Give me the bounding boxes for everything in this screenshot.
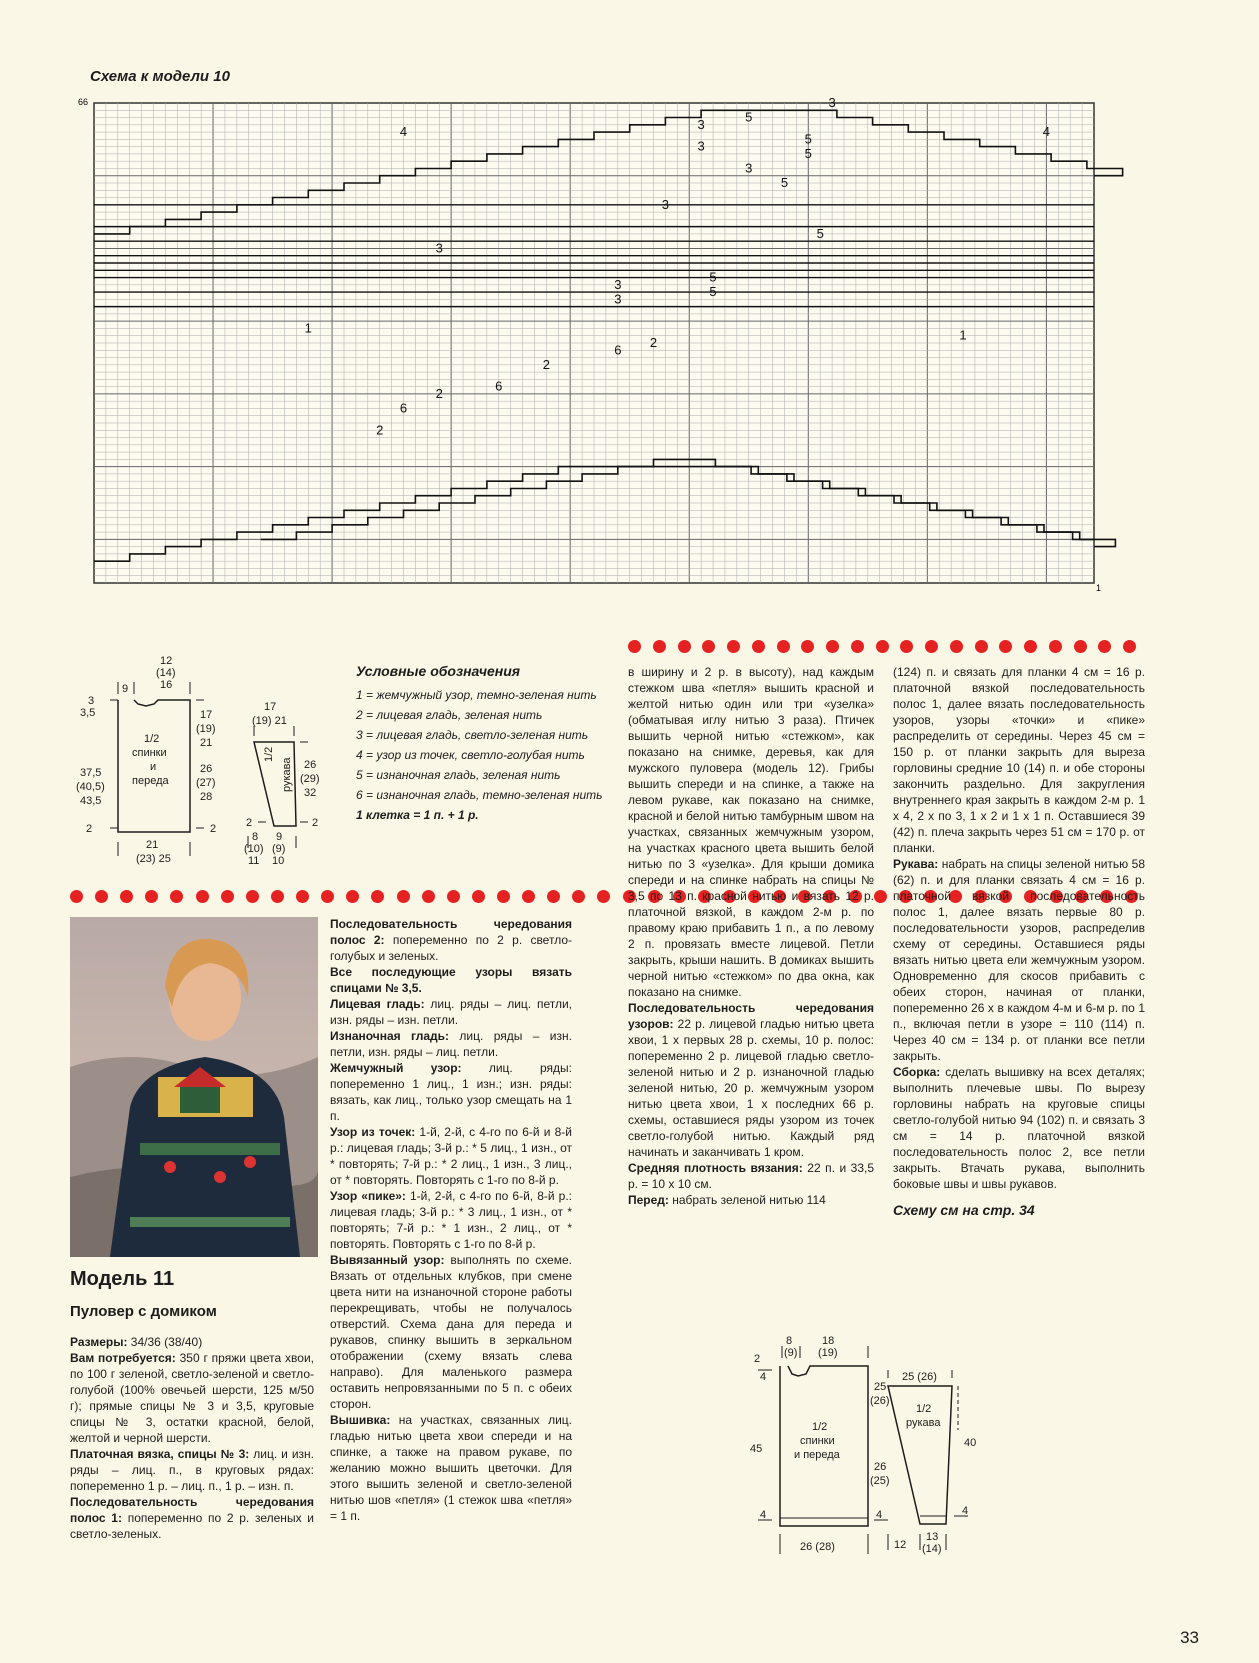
paragraph: лиц. ряды – изн. петли, изн. ряды – лиц. петли. — [330, 1029, 572, 1059]
heading: Перед: — [628, 1193, 669, 1207]
model-subtitle: Пуловер с домиком — [70, 1303, 217, 1320]
sleeve-center-2: рукава — [281, 757, 293, 792]
red-dot — [900, 640, 913, 653]
bs-bottom-c: (14) — [922, 1543, 942, 1555]
legend-item: 2 = лицевая гладь, зеленая нить — [356, 708, 543, 722]
b-right-e: 4 — [876, 1509, 883, 1521]
heading: Последовательность чередования узоров: — [628, 1001, 874, 1031]
body-left-a: 3 — [88, 695, 95, 707]
heading: Изнаночная гладь: — [330, 1029, 450, 1043]
heading: Лицевая гладь: — [330, 997, 425, 1011]
heading: Последовательность чередования полос 2: — [330, 917, 572, 947]
heading: Вывязанный узор: — [330, 1253, 445, 1267]
red-dot — [826, 640, 839, 653]
zone-label: 5 — [745, 109, 753, 125]
page-reference: Схему см на стр. 34 — [893, 1202, 1035, 1218]
red-dot — [422, 890, 435, 903]
red-dot — [547, 890, 560, 903]
zone-label: 3 — [828, 95, 836, 110]
b-right-b: (26) — [870, 1395, 890, 1407]
red-dot — [950, 640, 963, 653]
sleeve-right-d: 2 — [312, 817, 319, 829]
paragraph: в ширину и 2 р. в высоту), над каждым стежком шва «петля» вышить красной и желтой нитью один или три «узелка» (обматывая иглу нитью 3 раза). Птичек вышить черной нитью «стежком», как показано на снимке, деревья, как для мужского пуловера (модель 12). Грибы вышить спереди и на спинке, а также на левом рукаве, как показано на снимке, красной и белой нитью тамбурным швом на участках, связанных жемчужным узором, на участках красного цвета вышить белой нитью по 3 «узелка». Для крыши домика спереди и на спинке набрать на спицы № 3,5 по 13 п. красной нитью и вязать 12 р. платочной вязкой, в каждом 2-м р. по правому краю прибавить 1 п., а по левому 2 п. провязать вместе лицевой. Петли закрыть, крыши нашить. В домиках вышить черной нитью «стежком» по два окна, как показано на снимке. — [628, 665, 874, 999]
paragraph: 22 р. лицевой гладью нитью цвета хвои, 1 х первых 28 р. схемы, 10 р. полос: попеременно 2 р. лицевой гладью светло-зеленой нитью и 2 р. изнаночной гладью зеленой нитью, 20 р. жемчужным узором нитью цвета хвои, 1 х последних 66 р. схемы, оставшиеся ряды узором из точек светло-голубой нитью. Каждый ряд начинать и заканчивать 1 кром. — [628, 1017, 874, 1159]
sleeve-bottom-b: (10) — [244, 843, 264, 855]
paragraph: набрать на спицы зеленой нитью 58 (62) п. и для планки связать 4 см = 16 р. платочной вязкой последовательность полос 1, далее вязать первые 80 р. последовательности узоров, распределив схему от середины. Оставшиеся ряды вязать нитью цвета ели жемчужным узором. Одновременно для скосов прибавить с обеих сторон, начиная от планки, попеременно 26 х в каждом 4-м и 6-м р. по 1 п., включая петли в узоре = 110 (114) п. Через 40 см = 134 р. от планки все петли закрыть. — [893, 857, 1145, 1063]
row-bottom-label: 1 — [1096, 583, 1102, 593]
body-left-b: 3,5 — [80, 707, 96, 719]
red-dot — [321, 890, 334, 903]
schema-body-model11 — [740, 1330, 890, 1580]
b-left-c: 45 — [750, 1443, 763, 1455]
red-dot — [170, 890, 183, 903]
red-dot — [70, 890, 83, 903]
text-column-mid — [330, 916, 572, 1524]
sleeve-bottom-d: 9 — [276, 831, 283, 843]
sleeve-bottom-c: 11 — [248, 855, 260, 867]
paragraph: попеременно по 2 р. светло-голубых и зеленых. — [330, 933, 573, 963]
paragraph: попеременно по 2 р. зеленых и светло-зеленых. — [70, 1511, 314, 1541]
heading: Платочная вязка, спицы № 3: — [70, 1447, 250, 1461]
schema-sleeve-model11 — [880, 1370, 1020, 1580]
sleeve-top-a: 17 — [264, 701, 277, 713]
heading: Рукава: — [893, 857, 939, 871]
body-bottom-a: 21 — [146, 839, 159, 851]
body-left-d: (40,5) — [76, 781, 105, 793]
body-left-c: 37,5 — [80, 767, 102, 779]
red-dot — [346, 890, 359, 903]
model-photo — [70, 917, 318, 1257]
b-center-3: и переда — [794, 1449, 840, 1461]
body-right-b: (19) — [196, 723, 216, 735]
paragraph: лиц. и изн. ряды – лиц. п., в круговых рядах: попеременно 1 р. – лиц. п., 1 р. – изн. п. — [70, 1447, 314, 1493]
text-column-b — [893, 664, 1145, 1218]
sleeve-right-c: 32 — [304, 787, 317, 799]
red-dot — [801, 640, 814, 653]
bs-center-1: 1/2 — [916, 1403, 932, 1415]
red-dot — [1098, 640, 1111, 653]
heading: Жемчужный узор: — [330, 1061, 462, 1075]
body-right-e: (27) — [196, 777, 216, 789]
red-dot — [572, 890, 585, 903]
legend-item: 3 = лицевая гладь, светло-зеленая нить — [356, 728, 589, 742]
sleeve-bottom-a: 8 — [252, 831, 259, 843]
heading: Узор из точек: — [330, 1125, 416, 1139]
sleeve-bottom-f: 10 — [272, 855, 285, 867]
red-dot — [472, 890, 485, 903]
red-dot — [196, 890, 209, 903]
paragraph: 1-й, 2-й, с 4-го по 6-й, 8-й р.: лицевая гладь; 3-й р.: * 3 лиц., 1 изн., от * повторять; 7-й р.: * 1 изн., 2 лиц., от * повторять. Повторять с 1-го по 8-й р. — [330, 1189, 572, 1251]
schema-sleeve-model10 — [244, 700, 354, 865]
heading: Все последующие узоры вязать спицами № 3,5. — [330, 965, 572, 995]
chart-title: Схема к модели 10 — [90, 68, 230, 85]
sleeve-left-a: 2 — [246, 817, 253, 829]
bs-right-a: 40 — [964, 1437, 977, 1449]
red-dot — [678, 640, 691, 653]
paragraph: (124) п. и связать для планки 4 см = 16 р. платочной вязкой последовательность полос 1, далее вязать последовательность узоров, узоры «точки» и «пике» распределить от середины. Через 45 см = 150 р. от планки закрыть для выреза горловины средние 10 (14) п. и обе стороны закончить раздельно. Для закругления внутреннего края закрыть в каждом 2-м р. 1 х 4, 2 х по 3, 1 х 2 и 1 х 1 п. Оставшиеся 39 (42) п. плеча закрыть через 51 см = 170 р. от планки. — [893, 665, 1145, 855]
body-center-1: 1/2 — [144, 733, 160, 745]
red-dot — [145, 890, 158, 903]
paragraph: выполнять по схеме. Вязать от отдельных клубков, при смене цвета нити на изнаночной стороне работы перекрещивать, чтобы не получалось отверстий. Схема дана для переда и рукавов, спинку вышить в зеркальном отображении (схему вязать слева направо). Для маленького размера оставить непровязанными по 5 п. с обеих сторон. — [330, 1253, 572, 1411]
red-dot — [925, 640, 938, 653]
body-center-4: переда — [132, 775, 169, 787]
red-dot — [397, 890, 410, 903]
zone-label: 6 — [399, 400, 408, 416]
body-center-3: и — [150, 761, 157, 773]
zone-label: 5 — [804, 131, 812, 147]
b-top-a: 8 — [786, 1335, 793, 1347]
red-dot — [246, 890, 259, 903]
bs-right-b: 4 — [962, 1505, 969, 1517]
b-top-d: (19) — [818, 1347, 838, 1359]
red-dot — [1024, 640, 1037, 653]
bs-bottom-a: 12 — [894, 1539, 907, 1551]
sleeve-bottom-e: (9) — [272, 843, 286, 855]
body-right-d: 26 — [200, 763, 213, 775]
legend-item: 1 клетка = 1 п. + 1 р. — [356, 808, 479, 822]
text-column-a — [628, 664, 874, 1208]
b-bottom: 26 (28) — [800, 1541, 835, 1553]
body-right-a: 17 — [200, 709, 213, 721]
b-top-c: 18 — [822, 1335, 835, 1347]
sleeve-right-a: 26 — [304, 759, 317, 771]
model-title: Модель 11 — [70, 1268, 175, 1290]
red-dot — [296, 890, 309, 903]
zone-label: 5 — [709, 269, 717, 285]
heading: Вышивка: — [330, 1413, 391, 1427]
body-right-f: 28 — [200, 791, 213, 803]
red-dot — [727, 640, 740, 653]
body-top-d: 16 — [160, 679, 173, 691]
body-top-b: 12 — [160, 655, 173, 667]
zone-label: 3 — [697, 138, 705, 154]
red-dot — [597, 890, 610, 903]
zone-label: 1 — [959, 327, 967, 343]
bs-bottom-b: 13 — [926, 1531, 939, 1543]
b-top-b: (9) — [784, 1347, 798, 1359]
red-dot — [447, 890, 460, 903]
red-dot — [271, 890, 284, 903]
red-dot — [999, 640, 1012, 653]
knitting-chart — [78, 95, 1102, 593]
red-dot — [628, 640, 641, 653]
zone-label: 2 — [435, 385, 443, 401]
zone-label: 3 — [697, 116, 705, 132]
text-column-left — [70, 1334, 314, 1542]
zone-label: 3 — [745, 160, 753, 176]
b-left-a: 2 — [754, 1353, 761, 1365]
b-left-b: 4 — [760, 1371, 767, 1383]
schema-body-model10 — [70, 652, 245, 864]
heading: Вам потребуется: — [70, 1351, 176, 1365]
sleeve-top-b: (19) 21 — [252, 715, 287, 727]
b-right-d: (25) — [870, 1475, 890, 1487]
bs-center-2: рукава — [906, 1417, 941, 1429]
paragraph: лиц. ряды: попеременно 1 лиц., 1 изн.; изн. ряды: вязать, как лиц., только узор смещать на 1 п. — [330, 1061, 573, 1123]
paragraph: 34/36 (38/40) — [127, 1335, 203, 1349]
red-dot — [752, 640, 765, 653]
sleeve-right-b: (29) — [300, 773, 320, 785]
zone-label: 4 — [1042, 124, 1050, 140]
red-dot — [522, 890, 535, 903]
heading: Средняя плотность вязания: — [628, 1161, 803, 1175]
red-dot — [702, 640, 715, 653]
red-dot — [777, 640, 790, 653]
paragraph: 1-й, 2-й, с 4-го по 6-й и 8-й р.: лицевая гладь; 3-й р.: * 5 лиц., 1 изн., от * повторять; 7-й р.: * 2 лиц., 1 изн., 3 лиц., от * повторять. Повторять с 1-го по 8-й р. — [330, 1125, 572, 1187]
body-top-c: (14) — [156, 667, 176, 679]
zone-label: 4 — [399, 124, 408, 140]
red-dot — [876, 640, 889, 653]
b-right-c: 26 — [874, 1461, 887, 1473]
paragraph: лиц. ряды – лиц. петли, изн. ряды – изн. петли. — [330, 997, 572, 1027]
zone-label: 5 — [816, 225, 824, 241]
red-dot — [975, 640, 988, 653]
zone-label: 1 — [304, 320, 312, 336]
paragraph: сделать вышивку на всех деталях; выполнить плечевые швы. По вырезу горловины набрать на круговые спицы светло-голубой нитью 94 (102) п. и связать 3 см = 14 р. платочной вязкой последовательность полос 2, все петли закрыть. Втачать рукава, выполнить боковые швы и швы рукавов. — [893, 1065, 1145, 1191]
zone-label: 3 — [614, 276, 622, 292]
red-dot — [653, 640, 666, 653]
heading: Сборка: — [893, 1065, 941, 1079]
b-center-2: спинки — [800, 1435, 835, 1447]
b-left-d: 4 — [760, 1509, 767, 1521]
zone-label: 6 — [614, 342, 622, 358]
legend-item: 6 = изнаночная гладь, темно-зеленая нить — [356, 788, 603, 802]
red-dot — [1123, 640, 1136, 653]
zone-label: 2 — [542, 356, 550, 372]
red-dot — [120, 890, 133, 903]
bs-top: 25 (26) — [902, 1371, 937, 1383]
zone-label: 2 — [649, 335, 658, 350]
zone-label: 5 — [804, 145, 812, 161]
b-right-a: 25 — [874, 1381, 887, 1393]
body-left-f: 2 — [86, 823, 93, 835]
legend-item: 1 = жемчужный узор, темно-зеленая нить — [356, 688, 597, 702]
red-dot — [497, 890, 510, 903]
red-dot — [371, 890, 384, 903]
paragraph: 350 г пряжи цвета хвои, по 100 г зеленой, светло-зеленой и светло-голубой (100% овечьей шерсти, 125 м/50 г); прямые спицы № 3 и 3,5, круговые спицы № 3, остатки красной, белой, желтой и черной шерсти. — [70, 1351, 314, 1445]
zone-label: 3 — [435, 240, 443, 256]
heading: Размеры: — [70, 1335, 128, 1349]
page-number: 33 — [1180, 1628, 1199, 1647]
zone-label: 3 — [614, 291, 622, 307]
zone-label: 5 — [709, 284, 717, 300]
body-left-e: 43,5 — [80, 795, 102, 807]
red-dot — [874, 890, 887, 903]
red-dot — [221, 890, 234, 903]
legend-title: Условные обозначения — [356, 663, 521, 679]
zone-label: 3 — [661, 196, 670, 212]
red-dot — [1074, 640, 1087, 653]
red-dot — [851, 640, 864, 653]
heading: Последовательность чередования полос 1: — [70, 1495, 314, 1525]
red-dot — [95, 890, 108, 903]
body-center-2: спинки — [132, 747, 167, 759]
sleeve-center-1: 1/2 — [263, 746, 275, 762]
row-top-label: 66 — [78, 97, 89, 107]
heading: Узор «пике»: — [330, 1189, 406, 1203]
zone-label: 5 — [780, 175, 789, 190]
paragraph: набрать зеленой нитью 114 — [668, 1193, 826, 1207]
paragraph: 22 п. и 33,5 р. = 10 х 10 см. — [628, 1161, 875, 1191]
body-top-a: 9 — [122, 683, 129, 695]
zone-label: 2 — [376, 422, 384, 438]
legend-item: 5 = изнаночная гладь, зеленая нить — [356, 768, 561, 782]
body-bottom-b: (23) 25 — [136, 853, 171, 865]
dotted-rule-top — [628, 640, 1148, 654]
paragraph: на участках, связанных лиц. гладью нитью цвета хвои спереди и на спинке, а также на правом рукаве, по желанию можно вышить цветочки. Для этого вышить зеленой и светло-зеленой нитью шов «петля» (1 стежок шва «петля» = 1 п. — [330, 1413, 572, 1523]
body-right-c: 21 — [200, 737, 213, 749]
b-center-1: 1/2 — [812, 1421, 828, 1433]
legend-item: 4 = узор из точек, светло-голубая нить — [356, 748, 585, 762]
red-dot — [1049, 640, 1062, 653]
body-right-g: 2 — [210, 823, 217, 835]
zone-label: 6 — [495, 378, 503, 394]
